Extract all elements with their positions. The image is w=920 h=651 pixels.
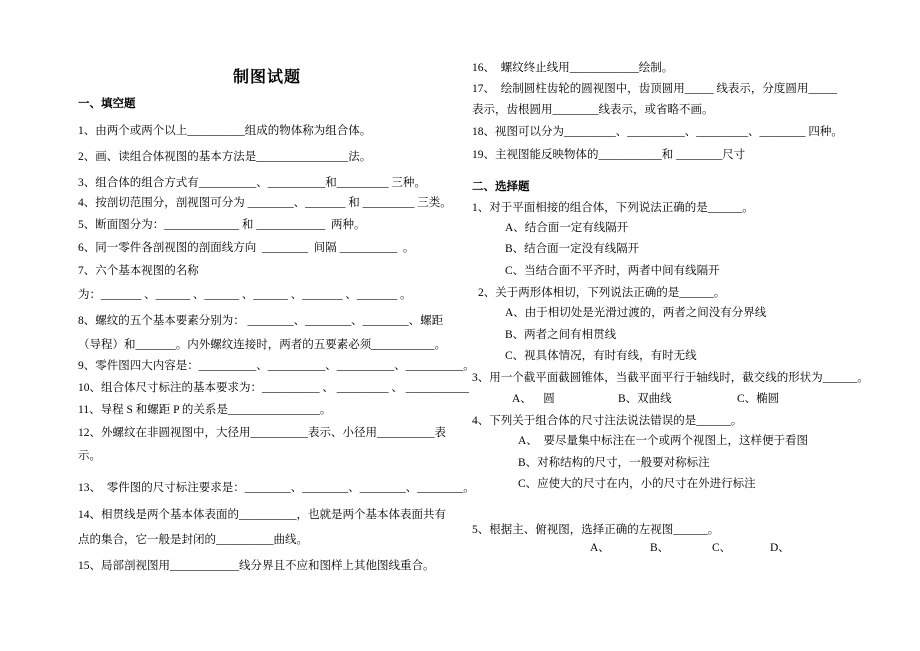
fill-question-12-cont: 示。	[78, 450, 101, 462]
fill-question-8-cont: （导程）和_______。内外螺纹连接时，两者的五要素必须___________。	[78, 339, 446, 351]
choice-question-4-option-b: B、对称结构的尺寸，一般要对称标注	[518, 457, 710, 469]
choice-question-5-option-a: A、	[590, 542, 610, 554]
choice-question-5-option-b: B、	[650, 542, 670, 554]
fill-question-4: 4、按剖切范围分，剖视图可分为 ________、_______ 和 _________ 三类。	[78, 197, 452, 209]
fill-question-14-cont: 点的集合，它一般是封闭的__________曲线。	[78, 534, 308, 546]
choice-question-4-option-c: C、应使大的尺寸在内，小的尺寸在外进行标注	[518, 478, 756, 490]
fill-question-9: 9、零件图四大内容是：__________、__________、__________、__________。	[78, 360, 475, 372]
fill-question-15: 15、局部剖视图用____________线分界且不应和图样上其他图线重合。	[78, 560, 435, 572]
choice-question-1-option-c: C、当结合面不平齐时，两者中间有线隔开	[505, 265, 720, 277]
choice-question-5-option-d: D、	[770, 542, 790, 554]
choice-question-5-option-c: C、	[712, 542, 732, 554]
choice-question-2-option-b: B、两者之间有相贯线	[505, 329, 617, 341]
choice-question-3-option-c: C、椭圆	[737, 393, 780, 405]
choice-question-2: 2、关于两形体相切，下列说法正确的是______。	[478, 287, 726, 299]
fill-question-6: 6、同一零件各剖视图的剖面线方向 ________ 间隔 __________ 。	[78, 242, 415, 254]
page-title: 制图试题	[233, 69, 302, 86]
section-heading-fill-in: 一、填空题	[78, 98, 136, 110]
fill-question-1: 1、由两个或两个以上__________组成的物体称为组合体。	[78, 125, 372, 137]
fill-question-12: 12、外螺纹在非圆视图中，大径用__________表示、小径用__________表	[78, 427, 446, 439]
fill-question-19: 19、主视图能反映物体的___________和 ________尺寸	[472, 149, 746, 161]
fill-question-7: 7、六个基本视图的名称	[78, 265, 199, 277]
fill-question-14: 14、相贯线是两个基本体表面的__________，也就是两个基本体表面共有	[78, 509, 446, 521]
choice-question-3: 3、用一个截平面截圆锥体，当截平面平行于轴线时，截交线的形状为______。	[472, 372, 869, 384]
choice-question-4-option-a: A、 要尽量集中标注在一个或两个视图上，这样便于看图	[518, 435, 809, 447]
choice-question-4: 4、下列关于组合体的尺寸注法说法错误的是______。	[472, 415, 743, 427]
choice-question-3-option-a: A、 圆	[512, 393, 555, 405]
fill-question-8: 8、螺纹的五个基本要素分别为： ________、________、________、螺距	[78, 315, 444, 327]
choice-question-2-option-a: A、由于相切处是光滑过渡的，两者之间没有分界线	[505, 307, 767, 319]
fill-question-5: 5、断面图分为：_____________ 和 ____________ 两种。	[78, 219, 366, 231]
fill-question-17-cont: 表示，齿根圆用________线表示，或省略不画。	[472, 104, 714, 116]
choice-question-1-option-a: A、结合面一定有线隔开	[505, 222, 629, 234]
fill-question-17: 17、 绘制圆柱齿轮的圆视图中，齿顶圆用_____ 线表示，分度圆用_____	[472, 83, 838, 95]
choice-question-2-option-c: C、视具体情况，有时有线，有时无线	[505, 350, 697, 362]
choice-question-5: 5、根据主、俯视图，选择正确的左视图______。	[472, 524, 720, 536]
fill-question-7-cont: 为：_______ 、______ 、______ 、______ 、_______ 、_______ 。	[78, 289, 412, 301]
section-heading-choice: 二、选择题	[472, 181, 530, 193]
fill-question-2: 2、画、读组合体视图的基本方法是________________法。	[78, 151, 372, 163]
fill-question-11: 11、导程 S 和螺距 P 的关系是________________。	[78, 404, 332, 416]
choice-question-1: 1、对于平面相接的组合体，下列说法正确的是______。	[472, 202, 754, 214]
fill-question-13: 13、 零件图的尺寸标注要求是：________、________、________、________。	[78, 482, 475, 494]
choice-question-3-option-b: B、双曲线	[618, 393, 672, 405]
fill-question-10: 10、组合体尺寸标注的基本要求为：__________ 、 _________ 、 ___________	[78, 382, 469, 394]
fill-question-18: 18、视图可以分为_________、__________、_________、________ 四种。	[472, 126, 843, 138]
choice-question-1-option-b: B、结合面一定没有线隔开	[505, 243, 640, 255]
fill-question-16: 16、 螺纹终止线用____________绘制。	[472, 62, 674, 74]
fill-question-3: 3、组合体的组合方式有__________、__________和_________ 三种。	[78, 177, 426, 189]
